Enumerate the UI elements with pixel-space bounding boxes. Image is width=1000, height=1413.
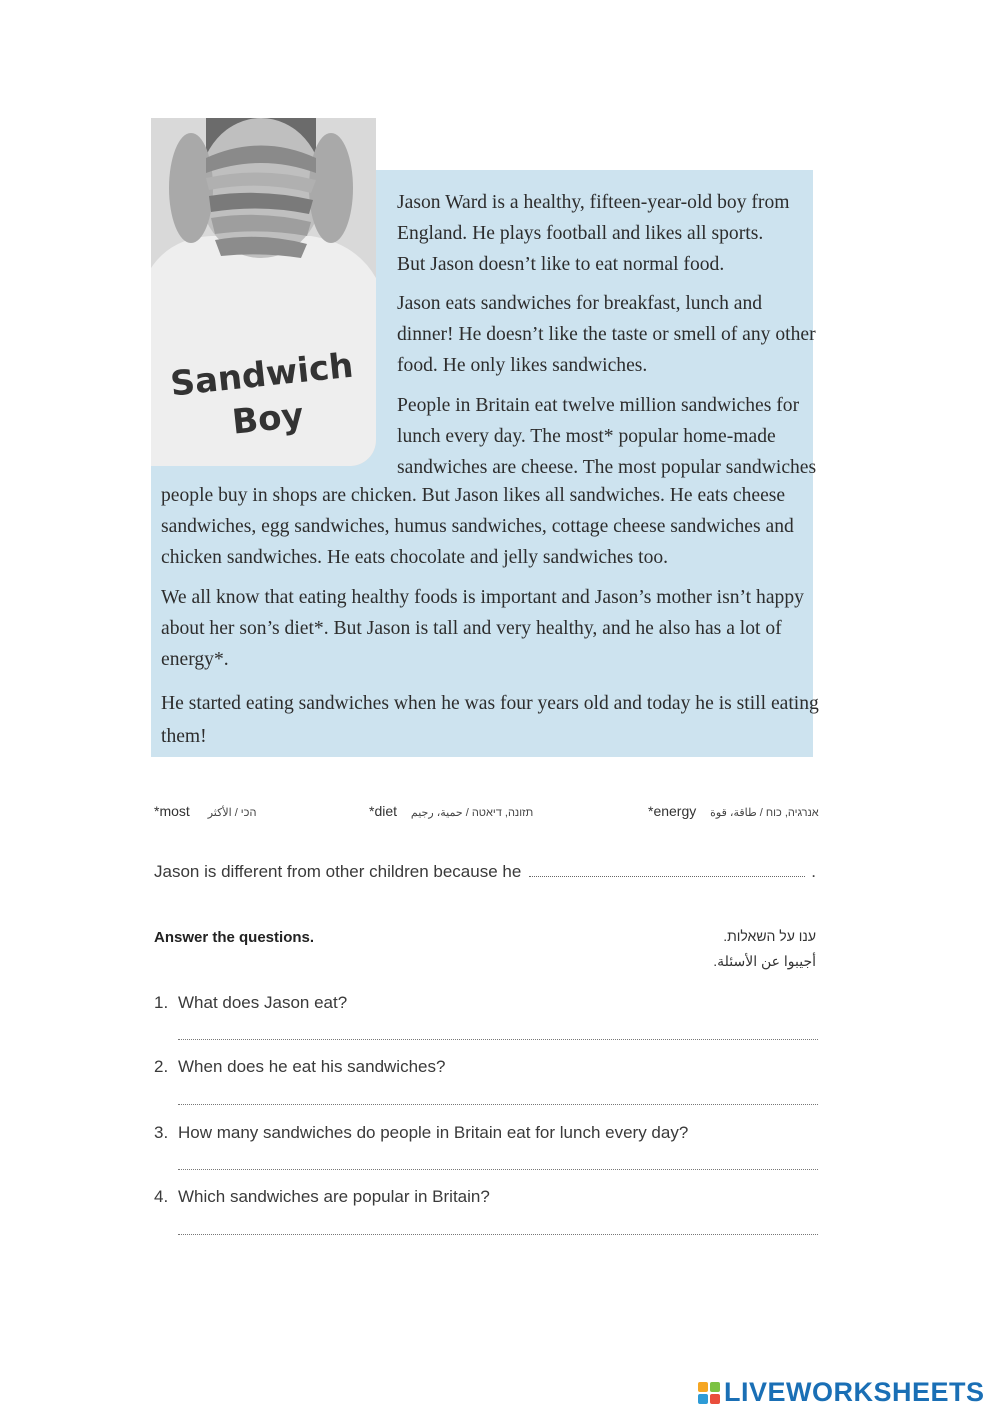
- story-line: Jason eats sandwiches for breakfast, lunch and: [397, 293, 763, 314]
- story-line: We all know that eating healthy foods is important and Jason’s mother isn’t happy: [161, 587, 804, 608]
- question-number: 1.: [154, 993, 169, 1012]
- sentence-suffix: .: [811, 862, 817, 881]
- story-paragraph-6: [161, 687, 819, 753]
- story-line: food. He only likes sandwiches.: [397, 355, 648, 376]
- sandwich-boy-illustration: [151, 118, 376, 466]
- question-2: [154, 1057, 445, 1077]
- story-line: chicken sandwiches. He eats chocolate and jelly sandwiches too.: [161, 547, 669, 568]
- photo-caption-line2: Boy: [230, 395, 306, 443]
- question-text: When does he eat his sandwiches?: [178, 1057, 446, 1076]
- story-paragraph-5: [161, 582, 804, 675]
- photo-caption-line1: Sandwich: [168, 345, 356, 405]
- question-4: [154, 1187, 490, 1207]
- question-3: [154, 1123, 688, 1143]
- story-paragraph-3: [397, 390, 816, 483]
- story-line: sandwiches are cheese. The most popular sandwiches: [397, 457, 817, 478]
- sandwich-boy-photo: [151, 118, 376, 466]
- story-line: England. He plays football and likes all sports.: [397, 223, 764, 244]
- story-line: people buy in shops are chicken. But Jason likes all sandwiches. He eats cheese: [161, 485, 786, 506]
- instruction-hebrew: ענו על השאלות.: [723, 928, 816, 944]
- logo-grid-icon: [698, 1382, 720, 1404]
- story-line: lunch every day. The most* popular home-made: [397, 426, 776, 447]
- story-line: energy*.: [161, 649, 229, 670]
- question-number: 3.: [154, 1123, 169, 1142]
- liveworksheets-logo[interactable]: [698, 1377, 985, 1408]
- glossary-energy: [648, 803, 825, 819]
- question-number: 2.: [154, 1057, 169, 1076]
- glossary-translation: הכי / الأكثر: [207, 807, 257, 819]
- story-line: Jason Ward is a healthy, fifteen-year-old boy from: [397, 192, 790, 213]
- glossary-translation: תזונה, דיאטה / حمية، رجيم: [410, 807, 534, 819]
- sentence-prefix: Jason is different from other children because he: [154, 862, 522, 881]
- story-paragraph-4: [161, 480, 794, 573]
- instruction-arabic: أجيبوا عن الأسئلة.: [713, 953, 816, 969]
- glossary-word: *energy: [648, 803, 697, 819]
- question-number: 4.: [154, 1187, 169, 1206]
- answer-line-1[interactable]: [178, 1039, 818, 1040]
- glossary-most: [154, 803, 262, 819]
- question-text: What does Jason eat?: [178, 993, 348, 1012]
- answer-line-4[interactable]: [178, 1234, 818, 1235]
- glossary-diet: [369, 803, 539, 819]
- glossary-word: *diet: [369, 803, 398, 819]
- glossary-translation: אנרגיה, כוח / طاقة، قوة: [710, 807, 819, 819]
- story-line: them!: [161, 726, 207, 747]
- answer-line-2[interactable]: [178, 1104, 818, 1105]
- section-heading: Answer the questions.: [154, 929, 315, 946]
- question-text: Which sandwiches are popular in Britain?: [178, 1187, 490, 1206]
- story-paragraph-2: [397, 288, 816, 381]
- story-line: sandwiches, egg sandwiches, humus sandwiches, cottage cheese sandwiches and: [161, 516, 794, 537]
- answer-line-3[interactable]: [178, 1169, 818, 1170]
- answer-blank[interactable]: [529, 864, 805, 877]
- question-1: [154, 993, 347, 1013]
- question-text: How many sandwiches do people in Britain eat for lunch every day?: [178, 1123, 689, 1142]
- logo-text: LIVEWORKSHEETS: [724, 1377, 985, 1407]
- story-line: But Jason doesn’t like to eat normal food.: [397, 254, 725, 275]
- glossary-word: *most: [154, 803, 190, 819]
- completion-sentence: [154, 862, 816, 882]
- story-paragraph-1: [397, 187, 790, 280]
- story-line: dinner! He doesn’t like the taste or smell of any other: [397, 324, 816, 345]
- story-line: about her son’s diet*. But Jason is tall and very healthy, and he also has a lot of: [161, 618, 782, 639]
- story-line: He started eating sandwiches when he was four years old and today he is still eating: [161, 693, 819, 714]
- story-line: People in Britain eat twelve million sandwiches for: [397, 395, 800, 416]
